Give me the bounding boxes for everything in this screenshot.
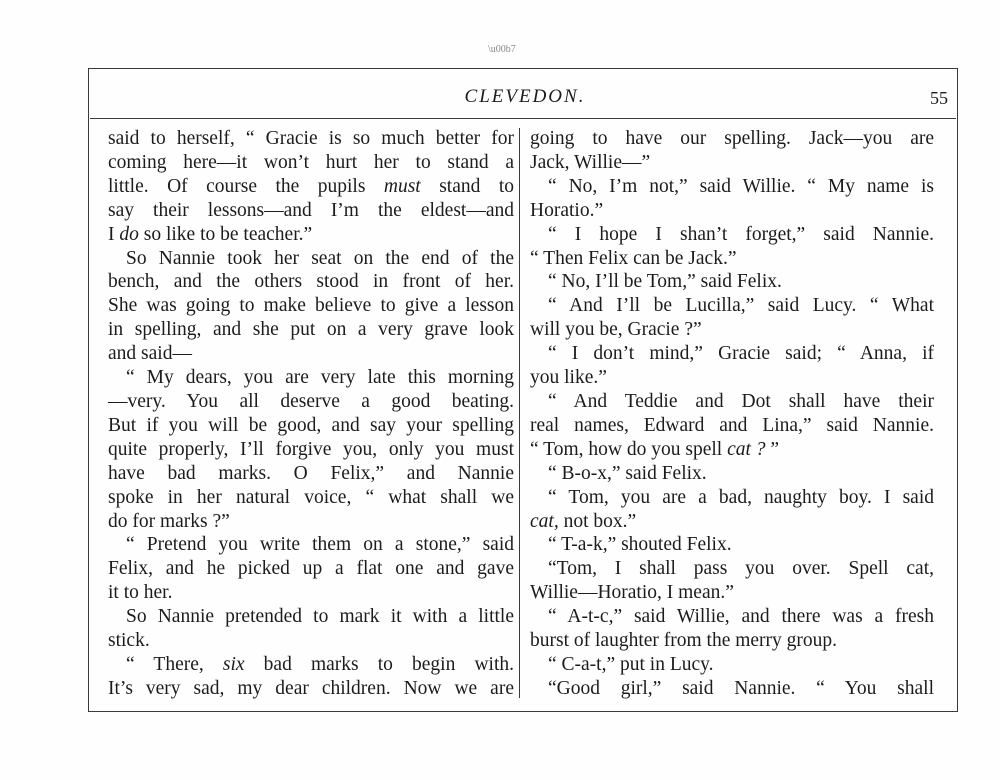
text-line: “ C-a-t,” put in Lucy. bbox=[548, 653, 714, 675]
page-number: 55 bbox=[930, 88, 948, 108]
text-line: “ My dears, you are very late this morning bbox=[126, 367, 514, 389]
text-line: quite properly, I’ll forgive you, only you must bbox=[108, 438, 514, 460]
text-line: Willie—Horatio, I mean.” bbox=[530, 582, 734, 604]
text-line: will you be, Gracie ?” bbox=[530, 319, 702, 341]
text-line: She was going to make believe to give a lesson bbox=[108, 295, 514, 317]
text-line: said to herself, “ Gracie is so much better for bbox=[108, 128, 514, 149]
text-line: “ A-t-c,” said Willie, and there was a fresh bbox=[548, 606, 934, 628]
text-line: bench, and the others stood in front of her. bbox=[108, 271, 514, 293]
emphasis: cat ? bbox=[727, 438, 766, 460]
text-line: say their lessons—and I’m the eldest—and bbox=[108, 199, 514, 221]
text-line: going to have our spelling. Jack—you are bbox=[530, 128, 934, 149]
text-line: So Nannie took her seat on the end of the bbox=[126, 247, 514, 269]
text-line: “Good girl,” said Nannie. “ You shall bbox=[548, 677, 934, 699]
stray-print-mark: \u00b7 bbox=[488, 44, 516, 55]
text-line: “ T-a-k,” shouted Felix. bbox=[548, 534, 732, 556]
emphasis: must bbox=[383, 175, 421, 197]
text-line: in spelling, and she put on a very grave look bbox=[108, 319, 514, 341]
text-line: cat, not box.” bbox=[530, 510, 637, 532]
text-line: I do so like to be teacher.” bbox=[108, 223, 313, 245]
text-line: Horatio.” bbox=[530, 199, 604, 221]
emphasis: six bbox=[222, 653, 245, 675]
text-line: little. Of course the pupils must stand to bbox=[108, 175, 514, 197]
text-line: “ No, I’m not,” said Willie. “ My name is bbox=[548, 175, 934, 197]
text-line: real names, Edward and Lina,” said Nannie. bbox=[530, 414, 934, 436]
text-line: it to her. bbox=[108, 582, 173, 604]
text-line: Jack, Willie—” bbox=[530, 151, 651, 173]
left-text-column bbox=[108, 127, 514, 701]
text-line: “ And Teddie and Dot shall have their bbox=[548, 390, 934, 412]
emphasis: cat, bbox=[530, 510, 559, 532]
text-line: “ I hope I shan’t forget,” said Nannie. bbox=[548, 223, 934, 245]
text-line: and said— bbox=[108, 343, 192, 365]
emphasis: do bbox=[119, 223, 139, 245]
text-line: “ Then Felix can be Jack.” bbox=[530, 247, 737, 269]
text-line: “ There, six bad marks to begin with. bbox=[126, 653, 514, 675]
text-line: burst of laughter from the merry group. bbox=[530, 630, 838, 652]
text-line: “ I don’t mind,” Gracie said; “ Anna, if bbox=[548, 343, 934, 365]
text-line: stick. bbox=[108, 630, 150, 652]
text-line: —very. You all deserve a good beating. bbox=[108, 390, 514, 412]
text-line: do for marks ?” bbox=[108, 510, 230, 532]
text-line: “Tom, I shall pass you over. Spell cat, bbox=[548, 558, 934, 580]
running-head: CLEVEDON. bbox=[464, 86, 586, 107]
text-line: spoke in her natural voice, “ what shall we bbox=[108, 486, 514, 508]
right-text-column bbox=[530, 127, 934, 701]
text-line: “ Tom, you are a bad, naughty boy. I said bbox=[548, 486, 934, 508]
text-line: “ And I’ll be Lucilla,” said Lucy. “ What bbox=[548, 295, 934, 317]
text-line: you like.” bbox=[530, 367, 607, 389]
header-rule bbox=[90, 118, 956, 119]
text-line: “ B-o-x,” said Felix. bbox=[548, 462, 707, 484]
text-line: So Nannie pretended to mark it with a little bbox=[126, 606, 514, 628]
text-line: “ Tom, how do you spell cat ? ” bbox=[530, 438, 780, 460]
text-line: Felix, and he picked up a flat one and gave bbox=[108, 558, 514, 580]
text-line: “ No, I’ll be Tom,” said Felix. bbox=[548, 271, 782, 293]
text-line: coming here—it won’t hurt her to stand a bbox=[108, 151, 514, 173]
text-line: It’s very sad, my dear children. Now we are bbox=[108, 677, 514, 699]
text-line: “ Pretend you write them on a stone,” said bbox=[126, 534, 514, 556]
text-line: have bad marks. O Felix,” and Nannie bbox=[108, 462, 514, 484]
column-divider bbox=[519, 128, 520, 698]
text-line: But if you will be good, and say your spelling bbox=[108, 414, 514, 436]
